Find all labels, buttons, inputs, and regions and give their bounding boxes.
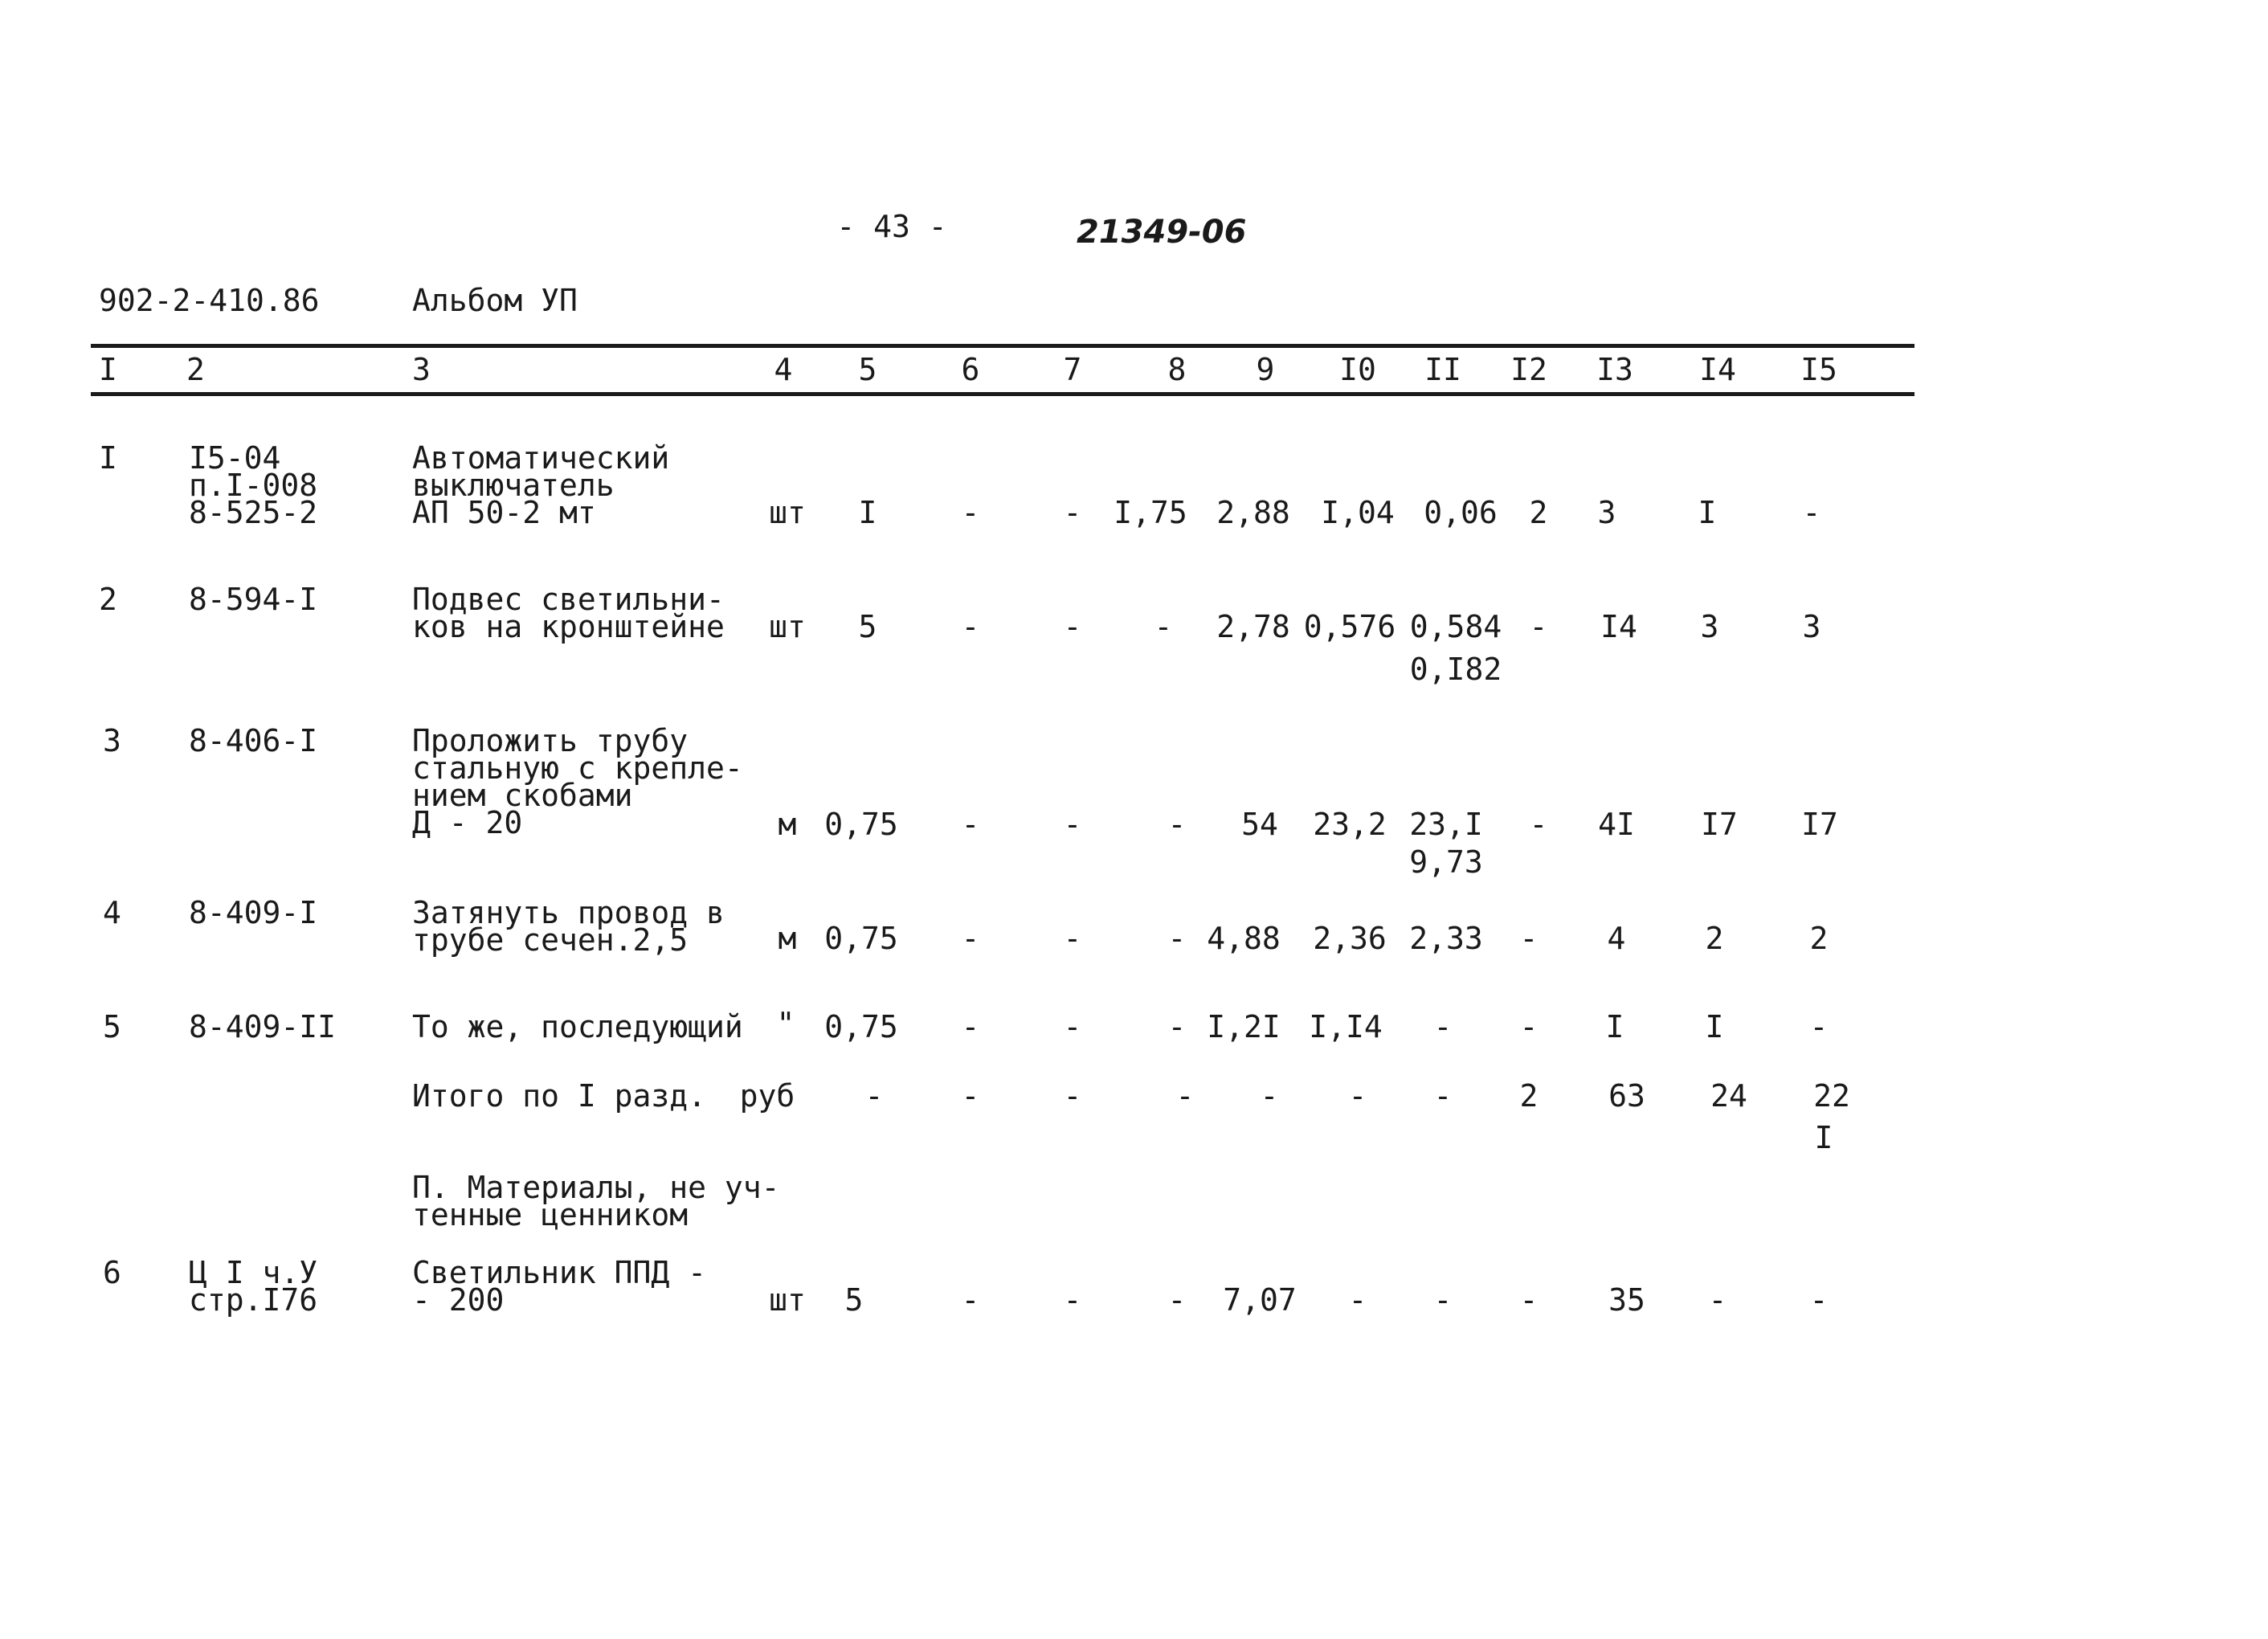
- cell-col14: -: [1708, 1282, 1727, 1318]
- row-number: 6: [103, 1255, 121, 1290]
- cell-col6: -: [961, 807, 980, 842]
- row-number: 4: [103, 895, 121, 930]
- table-header-rule: [91, 392, 1915, 396]
- cell-col5: 0,75: [824, 921, 898, 956]
- cell-col8: I,75: [1114, 495, 1187, 530]
- row-code-line: 8-525-2: [189, 495, 318, 530]
- cell-col15: 2: [1809, 921, 1829, 956]
- cell-col15: I7: [1801, 807, 1838, 842]
- cell-col14: 3: [1700, 609, 1719, 644]
- handwritten-document-code: 21349-06: [1077, 214, 1247, 251]
- row-description-line: Проложить трубу: [412, 723, 689, 758]
- cell-col12: 2: [1519, 1078, 1539, 1114]
- column-header: 8: [1167, 352, 1187, 387]
- album-label: Альбом УП: [412, 283, 578, 318]
- row-code-line: 8-406-I: [189, 723, 318, 758]
- row-unit: шт: [769, 495, 806, 530]
- column-header: 3: [412, 352, 431, 387]
- cell-col6: -: [961, 609, 980, 644]
- cell-col8: -: [1167, 1282, 1187, 1318]
- row-code-line: 8-409-I: [189, 895, 318, 930]
- row-description-line: Автоматический: [412, 440, 670, 476]
- cell-col15: -: [1809, 1282, 1829, 1318]
- cell-col8: -: [1154, 609, 1173, 644]
- column-header: I0: [1339, 352, 1376, 387]
- cell-col9: 2,78: [1216, 609, 1290, 644]
- column-header: I3: [1596, 352, 1633, 387]
- cell-col5: I: [858, 495, 877, 530]
- cell-col11: -: [1433, 1282, 1453, 1318]
- cell-col12: -: [1529, 609, 1548, 644]
- cell-col5: 0,75: [824, 807, 898, 842]
- cell-col11: 2,33: [1409, 921, 1483, 956]
- cell-col11: 0,06: [1424, 495, 1498, 530]
- cell-col10: I,I4: [1309, 1009, 1383, 1044]
- cell-col13: 4I: [1598, 807, 1635, 842]
- cell-col10: 23,2: [1313, 807, 1387, 842]
- column-header: II: [1424, 352, 1461, 387]
- cell-col5: 5: [858, 609, 877, 644]
- row-code-line: п.I-008: [189, 468, 318, 503]
- column-header: I5: [1800, 352, 1837, 387]
- cell-col9: 7,07: [1223, 1282, 1297, 1318]
- cell-col15: -: [1809, 1009, 1829, 1044]
- cell-col15-second: I: [1814, 1120, 1833, 1155]
- cell-col10: 0,576: [1303, 609, 1396, 644]
- cell-col5: 5: [844, 1282, 864, 1318]
- cell-col7: -: [1063, 807, 1082, 842]
- cell-col5: 0,75: [824, 1009, 898, 1044]
- column-header: 9: [1256, 352, 1275, 387]
- cell-col6: -: [961, 1009, 980, 1044]
- cell-col12: -: [1519, 921, 1539, 956]
- column-header: 5: [858, 352, 877, 387]
- cell-col13: I4: [1600, 609, 1637, 644]
- cell-col12: 2: [1529, 495, 1548, 530]
- table-top-rule: [91, 344, 1915, 348]
- cell-col10: -: [1348, 1282, 1367, 1318]
- cell-col12: -: [1529, 807, 1548, 842]
- section-heading-line: П. Материалы, не уч-: [412, 1170, 780, 1205]
- cell-col8: -: [1175, 1078, 1195, 1114]
- cell-col7: -: [1063, 1078, 1082, 1114]
- row-unit: шт: [769, 609, 806, 644]
- cell-col10: -: [1348, 1078, 1367, 1114]
- cell-col8: -: [1167, 1009, 1187, 1044]
- cell-col9: 54: [1241, 807, 1278, 842]
- row-unit: шт: [769, 1282, 806, 1318]
- cell-col9: 2,88: [1216, 495, 1290, 530]
- cell-col11: -: [1433, 1009, 1453, 1044]
- row-description-line: ков на кронштейне: [412, 609, 725, 644]
- cell-col7: -: [1063, 921, 1082, 956]
- cell-col14: I: [1705, 1009, 1724, 1044]
- row-description-line: АП 50-2 мт: [412, 495, 596, 530]
- cell-col14: I: [1698, 495, 1717, 530]
- cell-col15: -: [1802, 495, 1821, 530]
- page-number: - 43 -: [836, 209, 947, 244]
- row-unit: м: [778, 807, 797, 842]
- column-header: I: [99, 352, 117, 387]
- column-header: I2: [1510, 352, 1547, 387]
- row-code-line: Ц I ч.У: [189, 1255, 318, 1290]
- cell-col13: I: [1605, 1009, 1624, 1044]
- cell-col7: -: [1063, 1009, 1082, 1044]
- cell-col8: -: [1167, 807, 1187, 842]
- cell-col15: 3: [1802, 609, 1821, 644]
- cell-col7: -: [1063, 495, 1082, 530]
- cell-col9: 4,88: [1207, 921, 1281, 956]
- cell-col9: I,2I: [1207, 1009, 1281, 1044]
- cell-col14: 2: [1705, 921, 1724, 956]
- row-code-line: 8-594-I: [189, 582, 318, 617]
- column-header: 7: [1063, 352, 1082, 387]
- row-unit: ": [776, 1006, 795, 1041]
- row-description-line: выключатель: [412, 468, 615, 503]
- row-description-line: трубе сечен.2,5: [412, 922, 689, 958]
- cell-col11-second: 9,73: [1409, 844, 1483, 880]
- column-header: I4: [1699, 352, 1736, 387]
- cell-col9: -: [1260, 1078, 1279, 1114]
- cell-col12: -: [1519, 1282, 1539, 1318]
- row-unit: м: [778, 921, 797, 956]
- row-description-line: То же, последующий: [412, 1009, 743, 1044]
- column-header: 2: [186, 352, 205, 387]
- cell-col14: 24: [1710, 1078, 1747, 1114]
- column-header: 4: [774, 352, 793, 387]
- cell-col13: 63: [1608, 1078, 1645, 1114]
- row-description-line: стальную с крепле-: [412, 750, 743, 786]
- cell-col11: -: [1433, 1078, 1453, 1114]
- cell-col13: 3: [1597, 495, 1616, 530]
- row-description-line: Затянуть провод в: [412, 895, 725, 930]
- cell-col15: 22: [1813, 1078, 1850, 1114]
- cell-col13: 4: [1607, 921, 1626, 956]
- row-number: 3: [103, 723, 121, 758]
- cell-col7: -: [1063, 609, 1082, 644]
- cell-col12: -: [1519, 1009, 1539, 1044]
- row-description-line: Д - 20: [412, 805, 523, 840]
- cell-col11: 0,584: [1409, 609, 1502, 644]
- column-header: 6: [961, 352, 980, 387]
- row-description-line: нием скобами: [412, 778, 633, 813]
- cell-col6: -: [961, 495, 980, 530]
- cell-col6: -: [961, 1078, 980, 1114]
- cell-col14: I7: [1701, 807, 1738, 842]
- row-description-line: Светильник ППД -: [412, 1255, 707, 1290]
- cell-col13: 35: [1608, 1282, 1645, 1318]
- row-description-line: - 200: [412, 1282, 505, 1318]
- row-number: 5: [103, 1009, 121, 1044]
- project-code: 902-2-410.86: [99, 283, 320, 318]
- cell-col10: I,04: [1321, 495, 1395, 530]
- cell-col11-second: 0,I82: [1409, 652, 1502, 687]
- cell-col8: -: [1167, 921, 1187, 956]
- row-description-line: Итого по I разд.: [412, 1078, 707, 1114]
- cell-col7: -: [1063, 1282, 1082, 1318]
- row-number: 2: [99, 582, 117, 617]
- cell-col10: 2,36: [1313, 921, 1387, 956]
- cell-col5: -: [864, 1078, 884, 1114]
- row-unit: руб: [739, 1078, 795, 1114]
- cell-col6: -: [961, 1282, 980, 1318]
- cell-col6: -: [961, 921, 980, 956]
- row-code-line: I5-04: [189, 440, 281, 476]
- cell-col11: 23,I: [1409, 807, 1483, 842]
- row-description-line: Подвес светильни-: [412, 582, 725, 617]
- row-number: I: [99, 440, 117, 476]
- row-code-line: 8-409-II: [189, 1009, 337, 1044]
- section-heading-line: тенные ценником: [412, 1197, 689, 1232]
- row-code-line: стр.I76: [189, 1282, 318, 1318]
